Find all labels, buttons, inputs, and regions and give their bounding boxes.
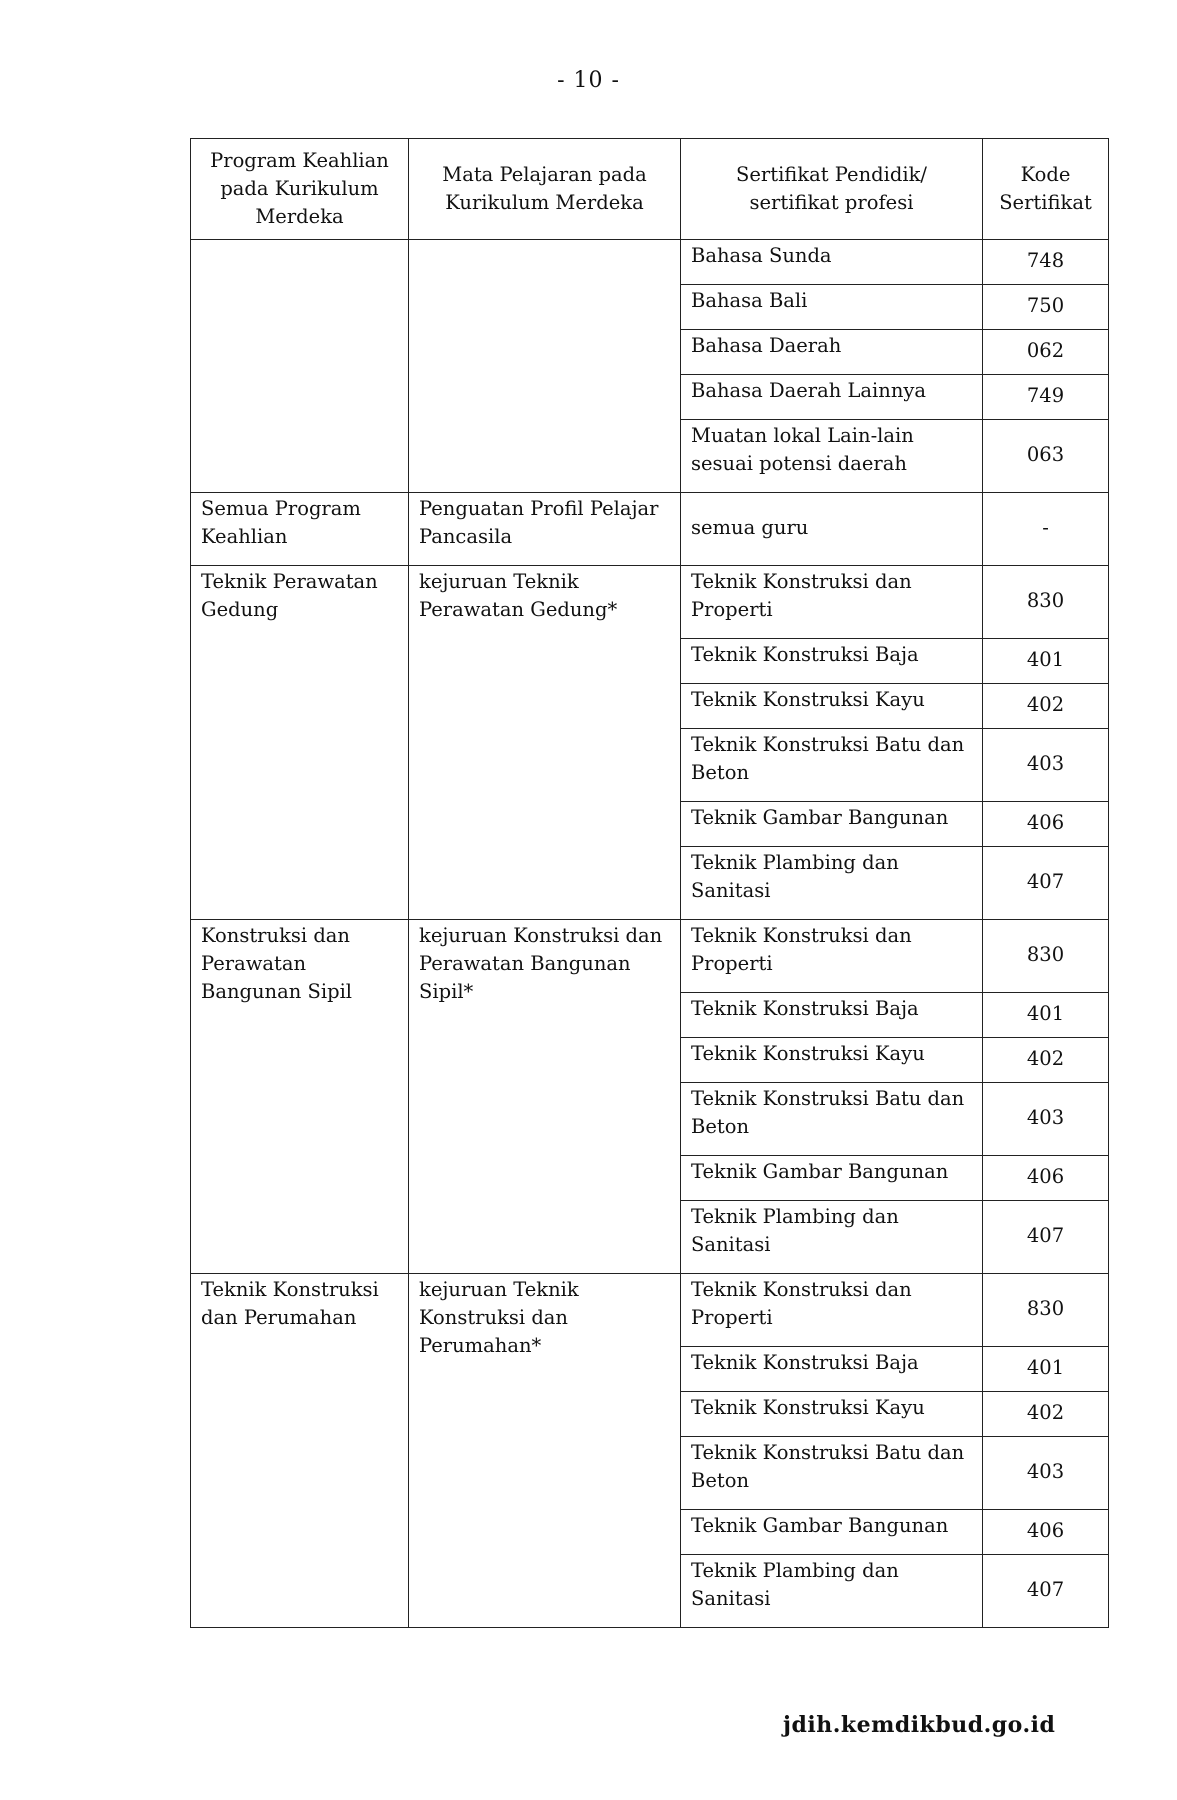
footer-url: jdih.kemdikbud.go.id xyxy=(783,1712,1056,1738)
page-number: - 10 - xyxy=(557,68,620,93)
cert-cell: Teknik Konstruksi Kayu xyxy=(681,684,983,729)
cert-cell: Muatan lokal Lain-lain sesuai potensi daerah xyxy=(681,420,983,493)
code-cell: 407 xyxy=(983,1201,1109,1274)
code-cell: 830 xyxy=(983,920,1109,993)
cert-cell: Bahasa Daerah xyxy=(681,330,983,375)
table-header-row xyxy=(191,139,1109,240)
cert-cell: Teknik Konstruksi Batu dan Beton xyxy=(681,1083,983,1156)
header-certificate: Sertifikat Pendidik/ sertifikat profesi xyxy=(681,139,983,240)
program-cell: Semua Program Keahlian xyxy=(191,493,409,566)
subject-cell: kejuruan Teknik Konstruksi dan Perumahan* xyxy=(409,1274,681,1628)
cert-cell: Teknik Gambar Bangunan xyxy=(681,1156,983,1201)
certificate-table xyxy=(190,138,1109,1628)
table-row xyxy=(191,1274,1109,1347)
code-cell: 748 xyxy=(983,240,1109,285)
code-cell: 403 xyxy=(983,729,1109,802)
subject-cell: kejuruan Teknik Perawatan Gedung* xyxy=(409,566,681,920)
code-cell: 830 xyxy=(983,566,1109,639)
code-cell: 750 xyxy=(983,285,1109,330)
cert-cell: Teknik Konstruksi Batu dan Beton xyxy=(681,1437,983,1510)
code-cell: 063 xyxy=(983,420,1109,493)
code-cell: 402 xyxy=(983,1038,1109,1083)
code-cell: 062 xyxy=(983,330,1109,375)
code-cell: 407 xyxy=(983,847,1109,920)
header-code: Kode Sertifikat xyxy=(983,139,1109,240)
program-cell: Konstruksi dan Perawatan Bangunan Sipil xyxy=(191,920,409,1274)
table-row xyxy=(191,493,1109,566)
cert-cell: semua guru xyxy=(681,493,983,566)
cert-cell: Teknik Konstruksi Kayu xyxy=(681,1038,983,1083)
subject-cell-empty xyxy=(409,240,681,493)
subject-cell: Penguatan Profil Pelajar Pancasila xyxy=(409,493,681,566)
cert-cell: Teknik Konstruksi Batu dan Beton xyxy=(681,729,983,802)
cert-cell: Teknik Gambar Bangunan xyxy=(681,802,983,847)
cert-cell: Teknik Plambing dan Sanitasi xyxy=(681,1201,983,1274)
subject-cell: kejuruan Konstruksi dan Perawatan Bangunan Sipil* xyxy=(409,920,681,1274)
header-subject: Mata Pelajaran pada Kurikulum Merdeka xyxy=(409,139,681,240)
code-cell: 403 xyxy=(983,1437,1109,1510)
cert-cell: Teknik Konstruksi dan Properti xyxy=(681,1274,983,1347)
table-row xyxy=(191,566,1109,639)
cert-cell: Teknik Konstruksi dan Properti xyxy=(681,566,983,639)
code-cell: 402 xyxy=(983,1392,1109,1437)
code-cell: 407 xyxy=(983,1555,1109,1628)
cert-cell: Bahasa Daerah Lainnya xyxy=(681,375,983,420)
program-cell-empty xyxy=(191,240,409,493)
code-cell: - xyxy=(983,493,1109,566)
cert-cell: Teknik Konstruksi dan Properti xyxy=(681,920,983,993)
code-cell: 401 xyxy=(983,1347,1109,1392)
code-cell: 402 xyxy=(983,684,1109,729)
code-cell: 403 xyxy=(983,1083,1109,1156)
cert-cell: Teknik Plambing dan Sanitasi xyxy=(681,847,983,920)
cert-cell: Bahasa Bali xyxy=(681,285,983,330)
code-cell: 401 xyxy=(983,639,1109,684)
code-cell: 830 xyxy=(983,1274,1109,1347)
table-row xyxy=(191,240,1109,285)
code-cell: 406 xyxy=(983,1510,1109,1555)
cert-cell: Teknik Plambing dan Sanitasi xyxy=(681,1555,983,1628)
table-row xyxy=(191,920,1109,993)
code-cell: 406 xyxy=(983,802,1109,847)
code-cell: 401 xyxy=(983,993,1109,1038)
cert-cell: Teknik Konstruksi Baja xyxy=(681,1347,983,1392)
header-program: Program Keahlian pada Kurikulum Merdeka xyxy=(191,139,409,240)
cert-cell: Teknik Konstruksi Kayu xyxy=(681,1392,983,1437)
code-cell: 406 xyxy=(983,1156,1109,1201)
cert-cell: Teknik Gambar Bangunan xyxy=(681,1510,983,1555)
cert-cell: Teknik Konstruksi Baja xyxy=(681,993,983,1038)
cert-cell: Bahasa Sunda xyxy=(681,240,983,285)
program-cell: Teknik Konstruksi dan Perumahan xyxy=(191,1274,409,1628)
program-cell: Teknik Perawatan Gedung xyxy=(191,566,409,920)
cert-cell: Teknik Konstruksi Baja xyxy=(681,639,983,684)
code-cell: 749 xyxy=(983,375,1109,420)
